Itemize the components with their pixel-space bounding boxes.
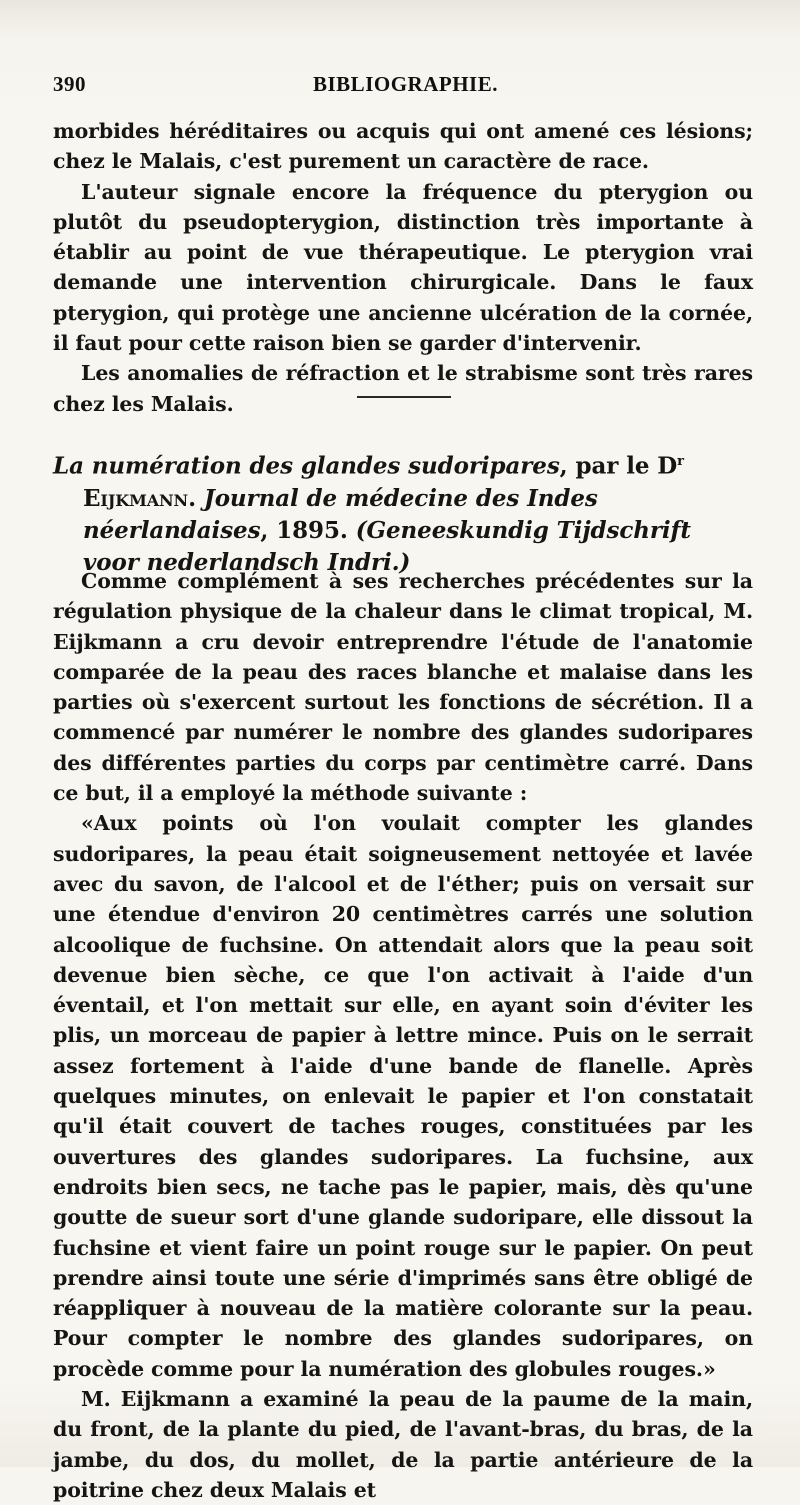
journal-name: Journal de médecine des Indes néerlandaises: [83, 484, 598, 544]
alternate-journal: (Geneeskundig Tijdschrift voor nederlandsch Indri.): [83, 516, 691, 576]
citation-by: , par le D: [559, 452, 678, 480]
paragraph: morbides héréditaires ou acquis qui ont amené ces lésions; chez le Malais, c'est purement un caractère de race.: [53, 119, 753, 174]
article-citation: La numération des glandes sudoripares, par le $D^r$ Eijkmann. Journal de médecine des Indes néerlandaises, 1895. (Geneeskundig Tijdschrift voor nederlandsch Indri.): [53, 452, 691, 576]
review-body: [53, 566, 753, 1505]
article-title: La numération des glandes sudoripares: [53, 452, 560, 480]
previous-review-end: [53, 116, 753, 419]
paragraph: M. Eijkmann a examiné la peau de la paume de la main, du front, de la plante du pied, de l'avant-bras, du bras, de la jambe, du dos, du mollet, de la partie antérieure de la poitrine chez deux Malais et: [53, 1387, 753, 1502]
paragraph: Comme complément à ses recherches précédentes sur la régulation physique de la chaleur dans le climat tropical, M. Eijkmann a cru devoir entreprendre l'étude de l'anatomie comparée de la peau des races blanche et malaise dans les parties où s'exercent surtout les fonctions de sécrétion. Il a commencé par numérer le nombre des glandes sudoripares des différentes parties du corps par centimètre carré. Dans ce but, il a employé la méthode suivante :: [53, 569, 753, 806]
paragraph: L'auteur signale encore la fréquence du pterygion ou plutôt du pseudopterygion, distinction très importante à établir au point de vue thérapeutique. Le pterygion vrai demande une intervention chirurgicale. Dans le faux pterygion, qui protège une ancienne ulcération de la cornée, il faut pour cette raison bien se garder d'intervenir.: [53, 179, 753, 356]
publication-year: , 1895.: [260, 516, 348, 544]
article-author: Eijkmann: [83, 484, 189, 512]
paragraph: Les anomalies de réfraction et le strabisme sont très rares chez les Malais.: [53, 361, 753, 416]
quoted-method: «Aux points où l'on voulait compter les glandes sudoripares, la peau était soigneusement nettoyée et lavée avec du savon, de l'alcool et de l'éther; puis on versait sur une étendue d'environ 20 centimètres carrés une solution alcoolique de fuchsine. On attendait alors que la peau soit devenue bien sèche, ce que l'on activait à l'aide d'un éventail, et l'on mettait sur elle, en ayant soin d'éviter les plis, un morceau de papier à lettre mince. Puis on le serrait assez fortement à l'aide d'une bande de flanelle. Après quelques minutes, on enlevait le papier et l'on constatait qu'il était couvert de taches rouges, constituées par les ouvertures des glandes sudoripares. La fuchsine, aux endroits bien secs, ne tache pas le papier, mais, dès qu'une goutte de sueur sort d'une glande sudoripare, elle dissout la fuchsine et vient faire un point rouge sur le papier. On peut prendre ainsi toute une série d'imprimés sans être obligé de réappliquer à nouveau de la matière colorante sur la peau. Pour compter le nombre des glandes sudoripares, on procède comme pour la numération des globules rouges.»: [53, 811, 753, 1381]
page-number: 390: [53, 72, 86, 96]
running-title: BIBLIOGRAPHIE.: [313, 72, 498, 96]
section-divider: [357, 396, 451, 398]
page-header: [53, 72, 753, 102]
citation-dr-sup: r: [677, 454, 684, 469]
